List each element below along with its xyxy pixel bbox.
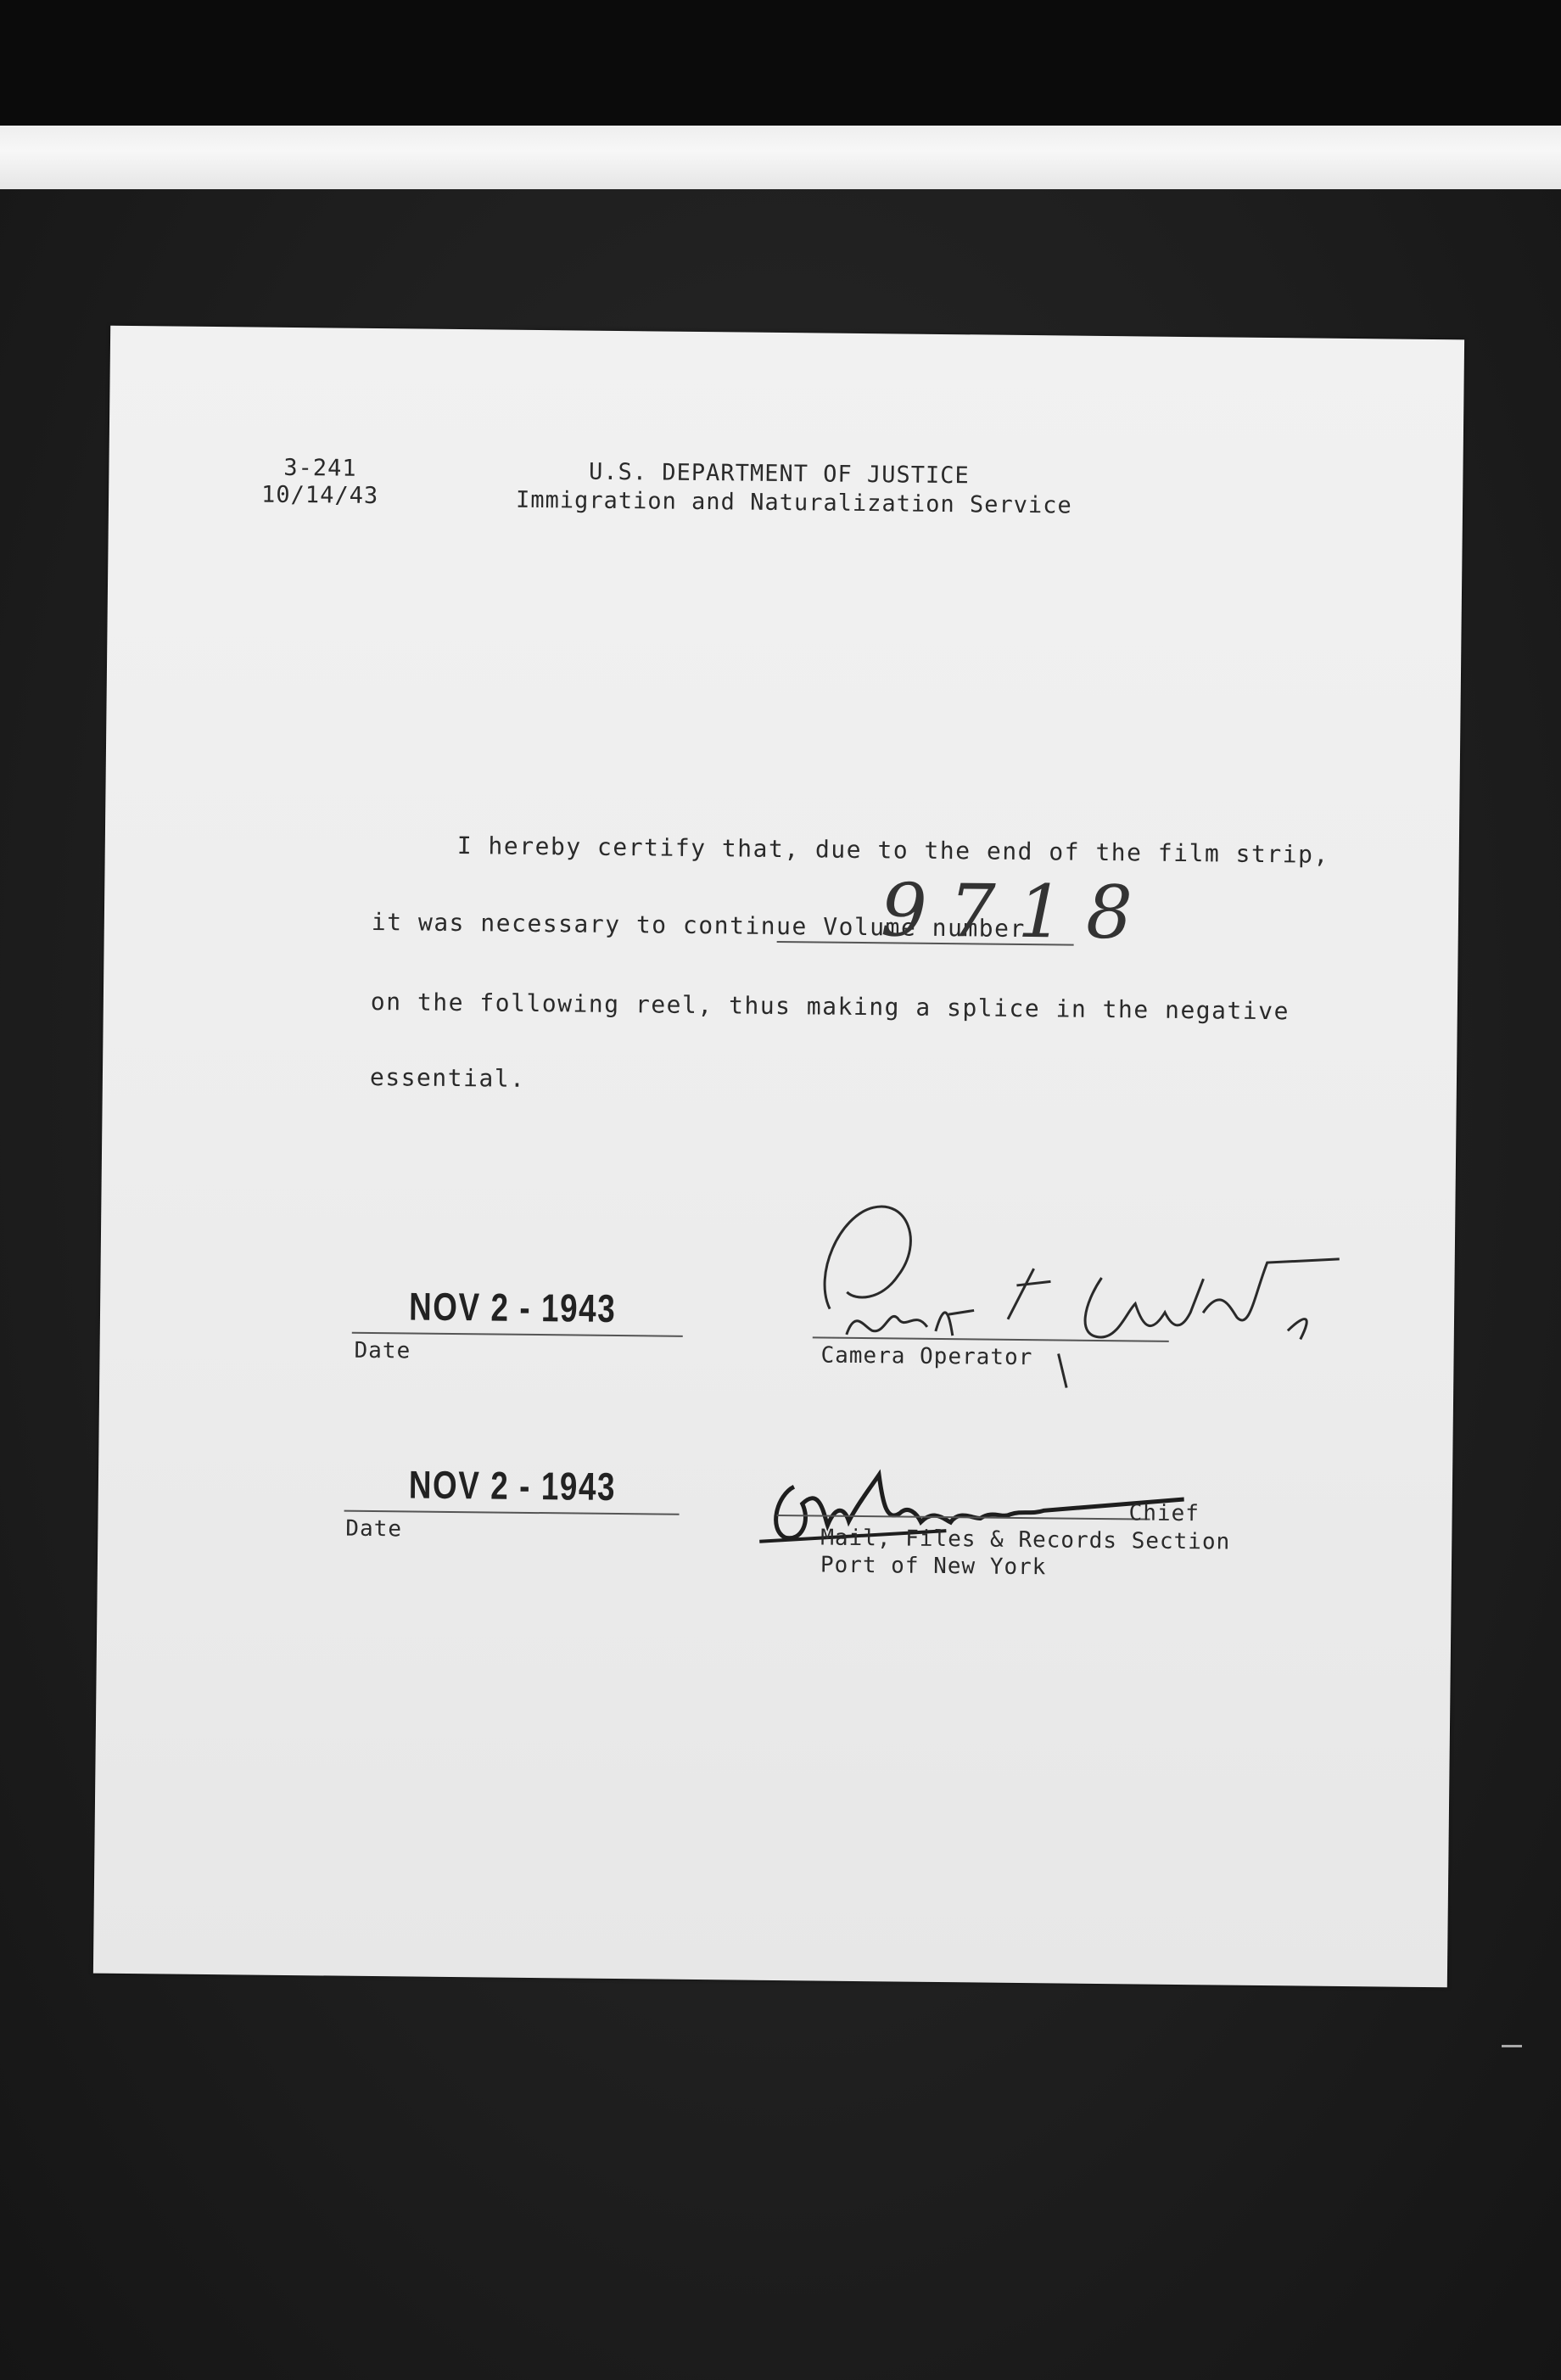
camera-operator-signature — [778, 1181, 1357, 1408]
film-leader-strip — [0, 126, 1561, 189]
date-stamp-chief: NOV 2 - 1943 — [408, 1462, 617, 1509]
date-stamp-camera: NOV 2 - 1943 — [408, 1284, 617, 1331]
date-label-chief: Date — [345, 1515, 403, 1543]
date-label-camera: Date — [354, 1337, 411, 1364]
letterhead — [515, 457, 1072, 520]
scan-mark — [1502, 2045, 1522, 2047]
section-name: Mail, Files & Records Section — [820, 1525, 1231, 1555]
form-date: 10/14/43 — [260, 481, 379, 510]
certification-line-2: it was necessary to continue Volume number — [371, 907, 1027, 944]
chief-title: Chief — [1128, 1500, 1200, 1527]
certification-line-1: I hereby certify that, due to the end of the film strip, — [456, 832, 1329, 869]
department-name: U.S. DEPARTMENT OF JUSTICE — [588, 458, 970, 490]
chief-section-block — [820, 1525, 1231, 1583]
service-name: Immigration and Naturalization Service — [515, 486, 1072, 519]
certification-line-3: on the following reel, thus making a splice in the negative — [370, 987, 1290, 1026]
form-number: 3-241 — [283, 454, 357, 482]
film-border-top — [0, 0, 1561, 126]
date-line-chief — [344, 1510, 680, 1515]
port-name: Port of New York — [820, 1552, 1047, 1581]
certificate-page — [93, 326, 1464, 1988]
volume-number-handwritten: 9718 — [880, 868, 1155, 956]
certification-line-4: essential. — [369, 1062, 526, 1093]
camera-operator-label: Camera Operator — [820, 1342, 1033, 1371]
form-number-block — [261, 455, 379, 510]
date-line-camera — [352, 1332, 683, 1337]
